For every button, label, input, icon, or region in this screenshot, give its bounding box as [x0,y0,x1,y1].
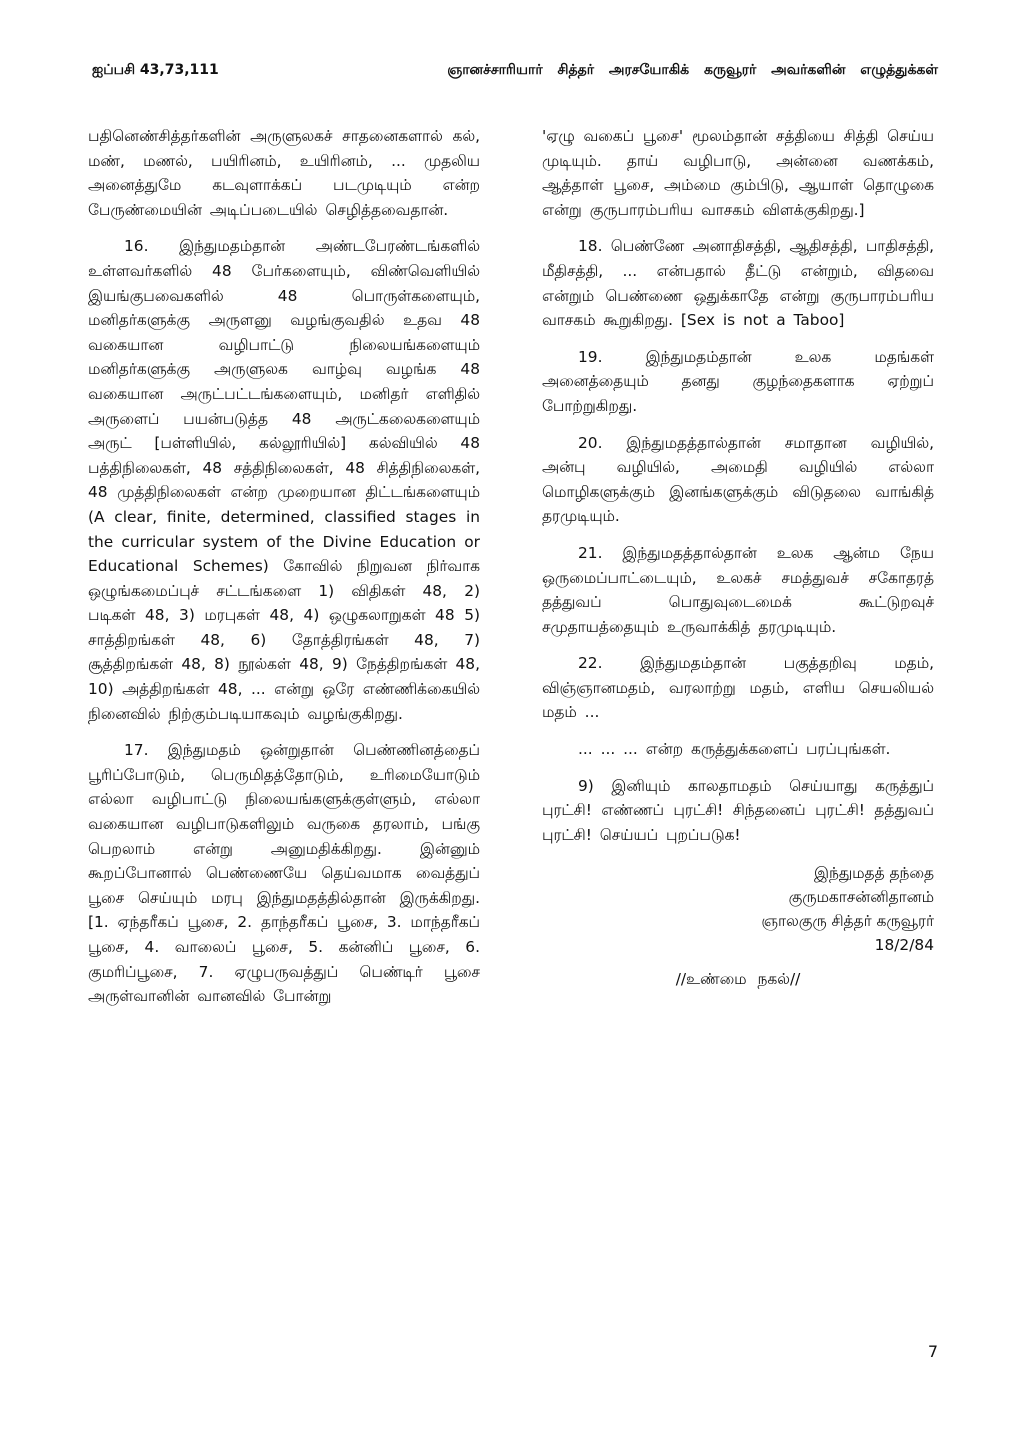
signature-name: ஞாலகுரு சித்தர் கருவூரர் [761,912,934,931]
left-column [88,124,480,1021]
paragraph-spread: ... ... ... என்ற கருத்துக்களைப் பரப்புங்கள். [578,740,891,759]
paragraph-17-continued: 'ஏழு வகைப் பூசை' மூலம்தான் சத்தியை சித்தி செய்ய முடியும். தாய் வழிபாடு, அன்னை வணக்கம், ஆத்தாள் பூசை, அம்மை கும்பிடு, ஆயாள் தொழுகை என்று குருபாரம்பரிய வாசகம் விளக்குகிறது.] [542,127,934,219]
right-column [542,124,934,992]
paragraph-intro-continued: பதினெண்சித்தர்களின் அருளுலகச் சாதனைகளால் கல், மண், மணல், பயிரினம், உயிரினம், ... முதலிய அனைத்துமே கடவுளாக்கப் படமுடியும் என்ற பேருண்மையின் அடிப்படையில் செழித்தவைதான். [88,127,480,219]
signature-block [542,861,934,957]
paragraph-17: 17. இந்துமதம் ஒன்றுதான் பெண்ணினத்தைப் பூரிப்போடும், பெருமிதத்தோடும், உரிமையோடும் எல்லா வழிபாட்டு நிலையங்களுக்குள்ளும், எல்லா வகையான வழிபாடுகளிலும் வருகை தரலாம், பங்கு பெறலாம் என்று அனுமதிக்கிறது. இன்னும் கூறப்போனால் பெண்ணையே தெய்வமாக வைத்துப் பூசை செய்யும் மரபு இந்துமதத்தில்தான் இருக்கிறது. [1. ஏந்தரீகப் பூசை, 2. தாந்தரீகப் பூசை, 3. மாந்தரீகப் பூசை, 4. வாலைப் பூசை, 5. கன்னிப் பூசை, 6. குமரிப்பூசை, 7. ஏழுபருவத்துப் பெண்டிர் பூசை அருள்வானின் வானவில் போன்று [88,741,480,1006]
signature-date: 18/2/84 [874,936,934,955]
signature-title: இந்துமதத் தந்தை [813,864,934,883]
page-number: 7 [927,1342,938,1361]
page-header [92,62,938,86]
paragraph-18: 18. பெண்ணே அனாதிசத்தி, ஆதிசத்தி, பாதிசத்தி, மீதிசத்தி, ... என்பதால் தீட்டு என்றும், விதவை என்றும் பெண்ணை ஒதுக்காதே என்று குருபாரம்பரிய வாசகம் கூறுகிறது. [Sex is not a Taboo] [542,237,934,330]
signature-office: குருமகாசன்னிதானம் [788,888,934,907]
paragraph-21: 21. இந்துமதத்தால்தான் உலக ஆன்ம நேய ஒருமைப்பாட்டையும், உலகச் சமத்துவச் சகோதரத் தத்துவப் பொதுவுடைமைக் கூட்டுறவுச் சமுதாயத்தையும் உருவாக்கித் தரமுடியும். [542,543,934,636]
true-copy-note: //உண்மை நகல்// [675,970,801,989]
paragraph-22: 22. இந்துமதம்தான் பகுத்தறிவு மதம், விஞ்ஞானமதம், வரலாற்று மதம், எளிய செயலியல் மதம் ... [542,654,934,722]
paragraph-call-to-action: 9) இனியும் காலதாமதம் செய்யாது கருத்துப் புரட்சி! எண்ணப் புரட்சி! சிந்தனைப் புரட்சி! தத்துவப் புரட்சி! செய்யப் புறப்படுக! [542,776,934,844]
paragraph-20: 20. இந்துமதத்தால்தான் சமாதான வழியில், அன்பு வழியில், அமைதி வழியில் எல்லா மொழிகளுக்கும் இனங்களுக்கும் விடுதலை வாங்கித் தரமுடியும். [542,433,934,526]
header-date-ref: ஐப்பசி 43,73,111 [92,62,219,78]
paragraph-16: 16. இந்துமதம்தான் அண்டபேரண்டங்களில் உள்ளவர்களில் 48 பேர்களையும், விண்வெளியில் இயங்குபவைகளில் 48 பொருள்களையும், மனிதர்களுக்கு அருளனு வழங்குவதில் உதவ 48 வகையான வழிபாட்டு நிலையங்களையும் மனிதர்களுக்கு அருளுலக வாழ்வு வழங்க 48 வகையான அருட்பட்டங்களையும், மனிதர் எளிதில் அருளைப் பயன்படுத்த 48 அருட்கலைகளையும் அருட் [பள்ளியில், கல்லூரியில்] கல்வியில் 48 பத்திநிலைகள், 48 சத்திநிலைகள், 48 சித்திநிலைகள், 48 முத்திநிலைகள் என்ற முறையான திட்டங்களையும் (A clear, finite, determined, classified stages in the curricular system of the Divine Education or Educational Schemes) கோவில் நிறுவன நிர்வாக ஒழுங்கமைப்புச் சட்டங்களை 1) விதிகள் 48, 2) படிகள் 48, 3) மரபுகள் 48, 4) ஒழுகலாறுகள் 48 5) சாத்திறங்கள் 48, 6) தோத்திரங்கள் 48, 7) சூத்திறங்கள் 48, 8) நூல்கள் 48, 9) நேத்திறங்கள் 48, 10) அத்திறங்கள் 48, ... என்று ஒரே எண்ணிக்கையில் நினைவில் நிற்கும்படியாகவும் வழங்குகிறது. [88,237,480,723]
header-title: ஞானச்சாரியார் சித்தர் அரசயோகிக் கருவூரர் அவர்களின் எழுத்துக்கள் [447,62,938,78]
paragraph-19: 19. இந்துமதம்தான் உலக மதங்கள் அனைத்தையும் தனது குழந்தைகளாக ஏற்றுப் போற்றுகிறது. [542,347,934,415]
